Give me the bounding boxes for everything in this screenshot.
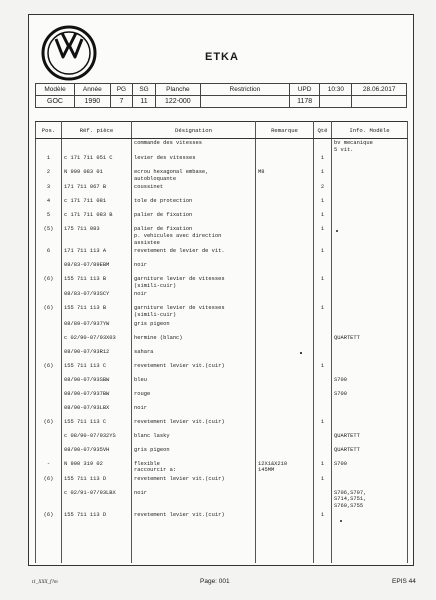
cell-des: hermine (blanc) [132, 334, 256, 348]
cell-info: QUARTETT [332, 446, 408, 460]
cell-des: revetement levier vit.(cuir) [132, 418, 256, 432]
table-row [36, 475, 408, 489]
table-row [36, 432, 408, 446]
cell-des: sahara [132, 348, 256, 362]
header-qte: Qté [314, 122, 332, 139]
filler-cell [62, 525, 132, 564]
cell-pos [36, 261, 62, 275]
cell-qty: 1 [314, 460, 332, 475]
cell-rem [256, 376, 314, 390]
cell-pos: 2 [36, 168, 62, 183]
table-row [36, 376, 408, 390]
cell-ref: 155 711 113 C [62, 418, 132, 432]
meta-label-pg: PG [110, 84, 133, 96]
cell-des: bleu [132, 376, 256, 390]
cell-qty [314, 432, 332, 446]
cell-rem: M8 [256, 168, 314, 183]
table-row [36, 225, 408, 247]
cell-qty: 1 [314, 304, 332, 319]
header-designation: Désignation [132, 122, 256, 139]
cell-rem [256, 320, 314, 334]
cell-info [332, 183, 408, 197]
cell-qty [314, 489, 332, 511]
cell-qty [314, 404, 332, 418]
cell-ref: 171 711 113 A [62, 247, 132, 261]
cell-ref: c 02/90-07/93X03 [62, 334, 132, 348]
cell-des: revetement levier vit.(cuir) [132, 511, 256, 525]
table-row [36, 168, 408, 183]
table-row [36, 197, 408, 211]
cell-qty: 2 [314, 183, 332, 197]
cell-des: gris pigeon [132, 446, 256, 460]
cell-des: gris pigeon [132, 320, 256, 334]
cell-des: flexible raccourcir a: [132, 460, 256, 475]
cell-rem [256, 275, 314, 290]
cell-qty [314, 390, 332, 404]
meta-value-sg: 11 [133, 96, 156, 108]
cell-qty: 1 [314, 362, 332, 376]
footer-page: Page: 001 [200, 578, 230, 585]
cell-info [332, 511, 408, 525]
table-row [36, 404, 408, 418]
cell-ref: c 02/91-07/93LBX [62, 489, 132, 511]
filler-cell [332, 525, 408, 564]
footer-file: t1_XXX_f?m [32, 580, 58, 585]
cell-pos: 3 [36, 183, 62, 197]
table-row [36, 211, 408, 225]
cell-qty [314, 376, 332, 390]
cell-info [332, 261, 408, 275]
cell-pos: (6) [36, 418, 62, 432]
table-row [36, 362, 408, 376]
cell-info [332, 320, 408, 334]
cell-rem [256, 197, 314, 211]
cell-info: QUARTETT [332, 432, 408, 446]
cell-pos [36, 390, 62, 404]
cell-ref: 155 711 113 D [62, 511, 132, 525]
cell-pos: 6 [36, 247, 62, 261]
cell-info: bv mecanique 5 vit. [332, 139, 408, 155]
cell-rem [256, 183, 314, 197]
cell-pos: 1 [36, 154, 62, 168]
cell-ref: 08/90-07/93SBW [62, 376, 132, 390]
table-row [36, 348, 408, 362]
filler-cell [132, 525, 256, 564]
cell-ref: c 171 711 083 B [62, 211, 132, 225]
cell-des: tole de protection [132, 197, 256, 211]
cell-info: S700 [332, 460, 408, 475]
cell-qty: 1 [314, 168, 332, 183]
cell-rem [256, 362, 314, 376]
header-ref: Réf. pièce [62, 122, 132, 139]
table-row [36, 139, 408, 155]
cell-qty: 1 [314, 211, 332, 225]
cell-des: coussinet [132, 183, 256, 197]
table-row [36, 183, 408, 197]
cell-qty: 1 [314, 275, 332, 290]
cell-qty: 1 [314, 197, 332, 211]
cell-info [332, 475, 408, 489]
cell-pos [36, 348, 62, 362]
cell-ref: 155 711 113 B [62, 275, 132, 290]
cell-des: commande des vitesses [132, 139, 256, 155]
cell-qty [314, 290, 332, 304]
cell-qty [314, 139, 332, 155]
cell-pos [36, 489, 62, 511]
cell-rem [256, 334, 314, 348]
cell-rem [256, 475, 314, 489]
cell-info [332, 154, 408, 168]
meta-time: 10:30 [320, 84, 352, 96]
cell-ref: N 900 319 02 [62, 460, 132, 475]
cell-qty [314, 348, 332, 362]
cell-des: ecrou hexagonal embase, autobloquante [132, 168, 256, 183]
table-row [36, 320, 408, 334]
cell-des: noir [132, 489, 256, 511]
cell-ref: 08/90-07/93LBX [62, 404, 132, 418]
cell-des: noir [132, 404, 256, 418]
table-row [36, 154, 408, 168]
cell-info [332, 211, 408, 225]
vw-logo [41, 25, 97, 81]
parts-body [36, 139, 408, 564]
cell-qty: 1 [314, 225, 332, 247]
cell-qty [314, 446, 332, 460]
cell-ref: 155 711 113 C [62, 362, 132, 376]
cell-pos [36, 446, 62, 460]
cell-rem [256, 261, 314, 275]
meta-value-upd: 1178 [289, 96, 319, 108]
meta-value-planche: 122-000 [155, 96, 200, 108]
meta-value-empty-1 [320, 96, 352, 108]
cell-des: revetement levier vit.(cuir) [132, 362, 256, 376]
cell-rem [256, 154, 314, 168]
cell-des: palier de fixation p. vehicules avec direction assistee [132, 225, 256, 247]
cell-pos: (6) [36, 362, 62, 376]
cell-info [332, 247, 408, 261]
cell-info [332, 348, 408, 362]
cell-info [332, 290, 408, 304]
cell-pos: 4 [36, 197, 62, 211]
cell-ref [62, 139, 132, 155]
filler-cell [314, 525, 332, 564]
cell-pos: - [36, 460, 62, 475]
cell-des: palier de fixation [132, 211, 256, 225]
meta-header-table [35, 83, 407, 108]
table-row [36, 446, 408, 460]
cell-des: blanc lasky [132, 432, 256, 446]
table-row [36, 390, 408, 404]
cell-qty [314, 261, 332, 275]
table-row [36, 290, 408, 304]
cell-rem [256, 489, 314, 511]
cell-rem [256, 247, 314, 261]
cell-des: garniture levier de vitesses (simili-cuir) [132, 304, 256, 319]
cell-ref: c 08/90-07/932YS [62, 432, 132, 446]
cell-pos [36, 139, 62, 155]
cell-info [332, 275, 408, 290]
cell-ref: 155 711 113 B [62, 304, 132, 319]
cell-info [332, 168, 408, 183]
cell-ref: 171 711 067 B [62, 183, 132, 197]
cell-rem [256, 348, 314, 362]
cell-ref: 175 711 083 [62, 225, 132, 247]
cell-qty: 1 [314, 511, 332, 525]
cell-des: noir [132, 261, 256, 275]
cell-info: S700 [332, 390, 408, 404]
cell-ref: N 909 083 01 [62, 168, 132, 183]
cell-info [332, 197, 408, 211]
filler-cell [256, 525, 314, 564]
meta-value-modele: GOC [36, 96, 75, 108]
table-row [36, 418, 408, 432]
table-row [36, 511, 408, 525]
cell-info [332, 362, 408, 376]
filler-cell [36, 525, 62, 564]
cell-rem [256, 211, 314, 225]
cell-pos [36, 432, 62, 446]
table-row [36, 261, 408, 275]
cell-ref: 155 711 113 D [62, 475, 132, 489]
header-pos: Pos. [36, 122, 62, 139]
cell-pos [36, 334, 62, 348]
cell-ref: c 171 711 081 [62, 197, 132, 211]
cell-ref: 08/89-07/937YW [62, 320, 132, 334]
table-row [36, 247, 408, 261]
cell-info: S700 [332, 376, 408, 390]
cell-info: S706,S707, S714,S751, S760,S755 [332, 489, 408, 511]
cell-des: rouge [132, 390, 256, 404]
cell-pos [36, 404, 62, 418]
scan-speck [336, 230, 338, 232]
cell-des: revetement levier vit.(cuir) [132, 475, 256, 489]
meta-label-sg: SG [133, 84, 156, 96]
meta-value-annee: 1990 [75, 96, 111, 108]
cell-des: revetement de levier de vit. [132, 247, 256, 261]
parts-table [35, 121, 408, 563]
meta-label-modele: Modèle [36, 84, 75, 96]
cell-rem [256, 290, 314, 304]
cell-ref: 08/83-07/93SCY [62, 290, 132, 304]
cell-des: garniture levier de vitesses (simili-cuir) [132, 275, 256, 290]
cell-rem [256, 404, 314, 418]
cell-ref: 08/83-07/89EBM [62, 261, 132, 275]
cell-des: noir [132, 290, 256, 304]
table-row [36, 275, 408, 290]
meta-label-upd: UPD [289, 84, 319, 96]
cell-pos [36, 320, 62, 334]
cell-rem [256, 225, 314, 247]
cell-pos: (6) [36, 511, 62, 525]
cell-pos: 5 [36, 211, 62, 225]
table-row [36, 489, 408, 511]
cell-ref: c 171 711 051 C [62, 154, 132, 168]
scan-speck [300, 352, 302, 354]
cell-info [332, 304, 408, 319]
meta-date: 28.06.2017 [352, 84, 407, 96]
cell-pos: (6) [36, 475, 62, 489]
cell-rem [256, 511, 314, 525]
header-info: Info. Modèle [332, 122, 408, 139]
cell-ref: 08/90-07/935VH [62, 446, 132, 460]
table-row [36, 334, 408, 348]
cell-rem [256, 390, 314, 404]
table-row [36, 304, 408, 319]
cell-qty: 1 [314, 475, 332, 489]
cell-ref: 08/90-07/93R12 [62, 348, 132, 362]
meta-label-restriction: Restriction [200, 84, 289, 96]
cell-qty: 1 [314, 247, 332, 261]
cell-rem [256, 432, 314, 446]
app-title: ETKA [205, 51, 239, 63]
cell-rem [256, 304, 314, 319]
cell-qty [314, 320, 332, 334]
cell-rem: 12X1&X210 145MM [256, 460, 314, 475]
meta-value-restriction [200, 96, 289, 108]
catalog-sheet [28, 14, 414, 566]
cell-info: QUARTETT [332, 334, 408, 348]
cell-qty: 1 [314, 154, 332, 168]
cell-qty [314, 334, 332, 348]
cell-rem [256, 418, 314, 432]
footer-code: EPIS 44 [392, 578, 416, 585]
meta-value-empty-2 [352, 96, 407, 108]
table-row [36, 460, 408, 475]
cell-info [332, 404, 408, 418]
scan-speck [340, 520, 342, 522]
meta-value-pg: 7 [110, 96, 133, 108]
cell-pos [36, 290, 62, 304]
cell-pos: (6) [36, 304, 62, 319]
cell-pos [36, 376, 62, 390]
header-remarque: Remarque [256, 122, 314, 139]
meta-label-planche: Planche [155, 84, 200, 96]
table-filler-row [36, 525, 408, 564]
cell-pos: (6) [36, 275, 62, 290]
cell-des: levier des vitesses [132, 154, 256, 168]
cell-info [332, 418, 408, 432]
cell-rem [256, 139, 314, 155]
cell-qty: 1 [314, 418, 332, 432]
meta-label-annee: Année [75, 84, 111, 96]
cell-info [332, 225, 408, 247]
cell-pos: (5) [36, 225, 62, 247]
cell-ref: 08/90-07/937BW [62, 390, 132, 404]
cell-rem [256, 446, 314, 460]
